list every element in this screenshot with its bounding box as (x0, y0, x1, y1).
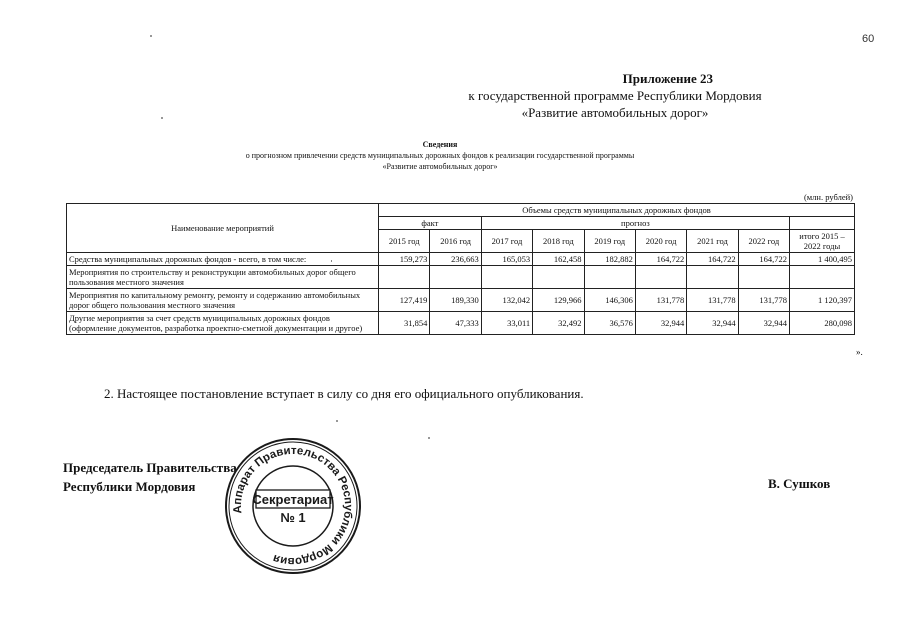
appendix-title: Приложение 23 (622, 71, 713, 86)
row-value (481, 266, 532, 289)
stamp-ring-text: Аппарат Правительства Республики Мордовия (231, 444, 355, 568)
row-name: Средства муниципальных дорожных фондов - всего, в том числе: (67, 253, 379, 266)
info-heading: Сведения (422, 140, 458, 149)
appendix-header (405, 70, 765, 121)
table-row (67, 266, 855, 289)
row-value: 189,330 (430, 289, 481, 312)
row-value (584, 266, 635, 289)
year-header: 2019 год (584, 230, 635, 253)
total-header-blank (790, 217, 855, 230)
units-label: (млн. рублей) (803, 192, 853, 202)
row-value: 131,778 (635, 289, 686, 312)
row-name: Другие мероприятия за счет средств муниципальных дорожных фондов (оформление документов, разработка проектно-сметной документации и другое) (67, 312, 379, 335)
signatory-position (63, 458, 237, 496)
table-closing-mark: ». (856, 347, 863, 357)
fact-header: факт (379, 217, 482, 230)
row-total: 1 400,495 (790, 253, 855, 266)
row-name: Мероприятия по капитальному ремонту, ремонту и содержанию автомобильных дорог общего пользования местного значения (67, 289, 379, 312)
row-value: 132,042 (481, 289, 532, 312)
appendix-program-name: «Развитие автомобильных дорог» (521, 105, 709, 120)
row-value: 32,944 (687, 312, 738, 335)
official-stamp (223, 436, 363, 576)
signatory-name: В. Сушков (768, 476, 831, 491)
row-total (790, 266, 855, 289)
row-value (635, 266, 686, 289)
row-value: 162,458 (533, 253, 584, 266)
row-value (687, 266, 738, 289)
row-value: 236,663 (430, 253, 481, 266)
row-value (430, 266, 481, 289)
scan-speck (161, 117, 163, 119)
year-header: 2018 год (533, 230, 584, 253)
scan-speck (331, 260, 332, 262)
row-value: 33,011 (481, 312, 532, 335)
info-block (150, 139, 730, 172)
row-name: Мероприятия по строительству и реконструкции автомобильных дорог общего пользования местного значения (67, 266, 379, 289)
position-line-2: Республики Мордовия (63, 479, 196, 494)
row-value: 131,778 (738, 289, 789, 312)
scan-speck (336, 420, 338, 422)
info-line-2: «Развитие автомобильных дорог» (382, 162, 498, 171)
stamp-center-line-1: Секретариат (252, 492, 334, 507)
row-value: 165,053 (481, 253, 532, 266)
row-total: 280,098 (790, 312, 855, 335)
position-line-1: Председатель Правительства (63, 460, 237, 475)
year-header: 2016 год (430, 230, 481, 253)
row-value: 47,333 (430, 312, 481, 335)
row-value: 31,854 (379, 312, 430, 335)
year-header: 2017 год (481, 230, 532, 253)
row-value: 127,419 (379, 289, 430, 312)
year-header: 2022 год (738, 230, 789, 253)
year-header: 2021 год (687, 230, 738, 253)
row-value: 164,722 (687, 253, 738, 266)
info-line-1: о прогнозном привлечении средств муниципальных дорожных фондов к реализации государственной программы (245, 151, 635, 160)
row-value: 159,273 (379, 253, 430, 266)
year-header: 2015 год (379, 230, 430, 253)
year-header: 2020 год (635, 230, 686, 253)
table-row (67, 289, 855, 312)
stamp-center-line-2: № 1 (280, 510, 306, 525)
row-value (379, 266, 430, 289)
table-row (67, 312, 855, 335)
name-column-header: Наименование мероприятий (67, 204, 379, 253)
page-number: 60 (862, 33, 875, 45)
scan-speck (150, 35, 152, 37)
row-value: 164,722 (635, 253, 686, 266)
row-value: 131,778 (687, 289, 738, 312)
table-header-row-1 (67, 204, 855, 217)
row-value: 146,306 (584, 289, 635, 312)
row-value (738, 266, 789, 289)
resolution-paragraph: 2. Настоящее постановление вступает в силу со дня его официального опубликования. (104, 386, 584, 401)
appendix-program-line: к государственной программе Республики Мордовия (468, 88, 762, 103)
scan-speck (428, 437, 430, 439)
forecast-header: прогноз (481, 217, 789, 230)
row-value: 32,944 (738, 312, 789, 335)
row-value: 36,576 (584, 312, 635, 335)
row-value (533, 266, 584, 289)
row-total: 1 120,397 (790, 289, 855, 312)
table-row (67, 253, 855, 266)
funds-table (66, 203, 855, 335)
row-value: 164,722 (738, 253, 789, 266)
row-value: 182,882 (584, 253, 635, 266)
row-value: 129,966 (533, 289, 584, 312)
row-value: 32,944 (635, 312, 686, 335)
row-value: 32,492 (533, 312, 584, 335)
total-header: итого 2015 – 2022 годы (790, 230, 855, 253)
group-header: Объемы средств муниципальных дорожных фондов (379, 204, 855, 217)
